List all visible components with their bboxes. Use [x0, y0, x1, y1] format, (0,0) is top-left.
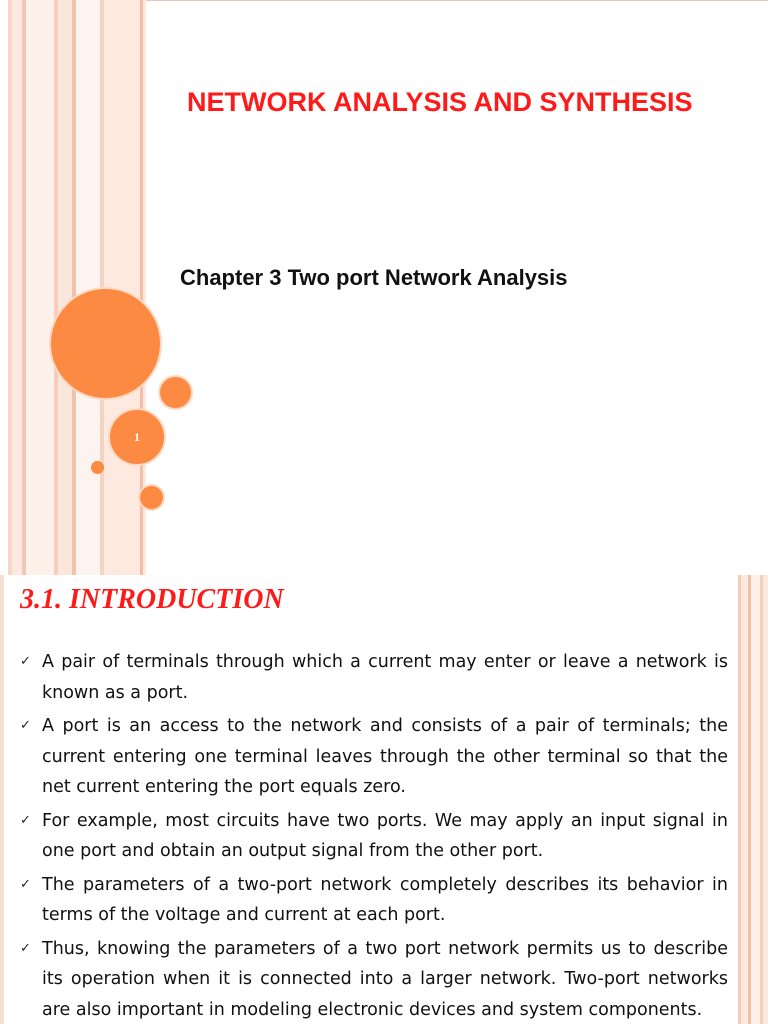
list-item-text: Thus, knowing the parameters of a two port network permits us to describe its operation when it is connected into a larger network. Two-port networks are also important in modeling electronic devices and system components.	[42, 938, 728, 1020]
left-stripe	[0, 575, 8, 1024]
list-item	[20, 934, 728, 1024]
list-item-text: The parameters of a two-port network completely describes its behavior in terms of the voltage and current at each port.	[42, 874, 728, 925]
slide-title: NETWORK ANALYSIS AND SYNTHESIS	[187, 87, 693, 117]
checkmark-icon: ✓	[20, 940, 31, 956]
list-item-text: A pair of terminals through which a current may enter or leave a network is known as a port.	[42, 652, 728, 703]
list-item	[20, 870, 728, 931]
page-number: 1	[134, 429, 140, 444]
decorative-circle-large	[51, 289, 160, 398]
right-stripes	[736, 575, 768, 1024]
introduction-slide	[0, 575, 768, 1024]
list-item	[20, 711, 728, 803]
decorative-circle-tiny	[91, 461, 104, 474]
checkmark-icon: ✓	[20, 876, 31, 892]
page-number-badge	[110, 410, 164, 464]
list-item-text: A port is an access to the network and consists of a pair of terminals; the current entering one terminal leaves through the other terminal so that the net current entering the port equals zero.	[42, 716, 728, 797]
decorative-circle-small	[140, 486, 163, 509]
list-item	[20, 806, 728, 867]
bullet-list	[20, 647, 728, 1024]
decorative-stripes	[0, 0, 146, 575]
checkmark-icon: ✓	[20, 718, 31, 733]
checkmark-icon: ✓	[20, 812, 31, 828]
list-item-text: For example, most circuits have two ports. We may apply an input signal in one port and obtain an output signal from the other port.	[42, 810, 728, 861]
slide-subtitle: Chapter 3 Two port Network Analysis	[180, 265, 568, 290]
section-heading: 3.1. INTRODUCTION	[20, 584, 284, 615]
decorative-circle-medium	[160, 377, 191, 408]
list-item	[20, 647, 728, 708]
checkmark-icon: ✓	[20, 654, 31, 669]
